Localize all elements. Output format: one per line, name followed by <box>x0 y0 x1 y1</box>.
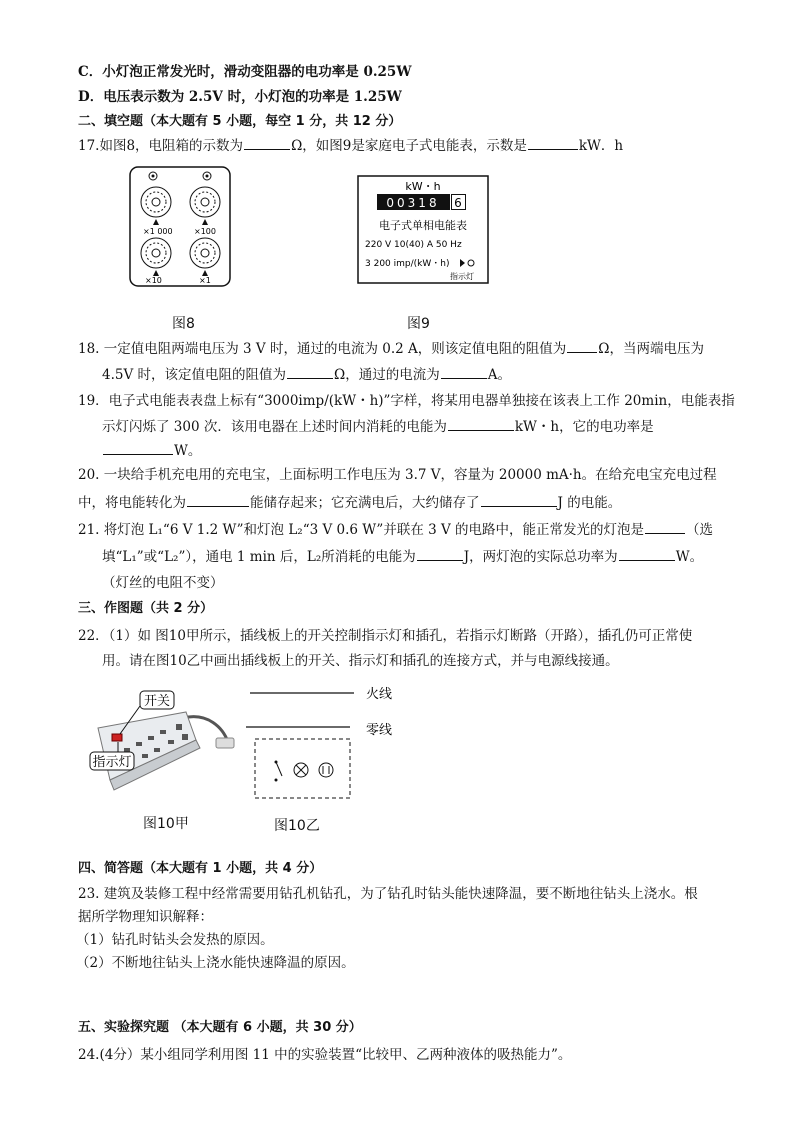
question-23-line-1: 23. 建筑及装修工程中经常需要用钻孔机钻孔，为了钻孔时钻头能快速降温，要不断地往钻头上浇水。根 <box>78 886 698 902</box>
q18-blank-3[interactable] <box>441 365 487 379</box>
q21-text-b: （选 <box>686 522 714 538</box>
question-20-line-1: 20. 一块给手机充电用的充电宝，上面标明工作电压为 3.7 V，容量为 20000 mA·h。在给充电宝充电过程 <box>78 467 717 483</box>
figure-10b-caption: 图10乙 <box>274 818 320 834</box>
question-17 <box>78 136 623 155</box>
question-21-line-1 <box>78 520 713 539</box>
dial-label-10: ×10 <box>145 276 162 285</box>
strip-switch[interactable] <box>112 734 122 741</box>
question-21-line-3: （灯丝的电阻不变） <box>102 575 224 591</box>
section-drawing-heading: 三、作图题（共 2 分） <box>78 601 214 616</box>
live-wire-label: 火线 <box>366 687 393 702</box>
q20-text-b: 中，将电能转化为 <box>78 495 186 511</box>
question-19-line-1: 19．电子式电能表表盘上标有“3000imp/(kW・h)”字样，将某用电器单独接在该表上工作 20min，电能表指 <box>78 393 735 409</box>
switch-symbol <box>275 761 283 782</box>
q17-text-b: Ω，如图9是家庭电子式电能表，示数是 <box>291 138 527 154</box>
q20-blank-1[interactable] <box>187 493 249 507</box>
q19-blank-2[interactable] <box>103 441 173 455</box>
meter-rating: 220 V 10(40) A 50 Hz <box>365 240 462 250</box>
figure-10a-power-strip <box>88 688 238 808</box>
q21-text-a: 21. 将灯泡 L₁“6 V 1.2 W”和灯泡 L₂“3 V 0.6 W”并联在 3 V 的电路中，能正常发光的灯泡是 <box>78 522 645 538</box>
figure-10a-caption: 图10甲 <box>143 816 189 832</box>
question-21-line-2 <box>102 547 703 566</box>
dial-label-1000: ×1 000 <box>143 227 173 236</box>
q17-text-a: 17.如图8，电阻箱的示数为 <box>78 138 244 154</box>
q21-blank-2[interactable] <box>417 547 463 561</box>
socket-symbol <box>319 763 333 777</box>
dial-label-100: ×100 <box>194 227 216 236</box>
q21-text-e: W。 <box>675 549 704 565</box>
meter-unit: kW・h <box>405 180 441 193</box>
figure-9-caption: 图9 <box>407 316 430 332</box>
meter-constant: 3 200 imp/(kW・h) <box>365 259 450 269</box>
question-18-line-1 <box>78 339 704 358</box>
q21-blank-1[interactable] <box>645 520 685 534</box>
question-18-line-2 <box>102 365 511 384</box>
q18-text-e: A。 <box>487 367 511 383</box>
q18-blank-2[interactable] <box>287 365 333 379</box>
q18-text-d: Ω，通过的电流为 <box>334 367 440 383</box>
question-23-part-1: （1）钻孔时钻头会发热的原因。 <box>76 932 274 948</box>
q19-blank-1[interactable] <box>448 417 514 431</box>
figure-8-caption: 图8 <box>172 316 195 332</box>
meter-name: 电子式单相电能表 <box>379 219 467 232</box>
figure-9-energy-meter <box>357 175 489 285</box>
q17-blank-2[interactable] <box>528 136 578 150</box>
q19-text-d: W。 <box>174 443 202 459</box>
q17-text-c: kW．h <box>578 138 624 154</box>
q18-text-a: 18. 一定值电阻两端电压为 3 V 时，通过的电流为 0.2 A，则该定值电阻的阻值为 <box>78 341 567 357</box>
meter-last-digit: 6 <box>454 196 462 210</box>
switch-label: 开关 <box>143 694 171 709</box>
option-d: D．电压表示数为 2.5V 时，小灯泡的功率是 1.25W <box>78 89 402 105</box>
meter-indicator-label: 指示灯 <box>450 272 474 281</box>
figure-10b-wiring-diagram <box>244 680 404 805</box>
neutral-wire-label: 零线 <box>366 723 393 738</box>
question-23-line-2: 据所学物理知识解释： <box>78 909 213 925</box>
question-22-line-1: 22．（1）如 图10甲所示，插线板上的开关控制指示灯和插孔，若指示灯断路（开路），插孔仍可正常使 <box>78 628 693 644</box>
question-19-line-3 <box>102 441 201 460</box>
q20-blank-2[interactable] <box>481 493 557 507</box>
q20-text-c: 能储存起来；它充满电后，大约储存了 <box>250 495 480 511</box>
q21-blank-3[interactable] <box>619 547 675 561</box>
meter-digits: 00318 <box>386 196 440 210</box>
q21-text-d: J，两灯泡的实际总功率为 <box>463 549 618 565</box>
section-experiment-heading: 五、实验探究题 （本大题有 6 小题，共 30 分） <box>78 1020 362 1035</box>
q21-text-c: 填“L₁”或“L₂”），通电 1 min 后，L₂所消耗的电能为 <box>102 549 416 565</box>
section-short-answer-heading: 四、简答题（本大题有 1 小题，共 4 分） <box>78 861 323 876</box>
question-23-part-2: （2）不断地往钻头上浇水能快速降温的原因。 <box>76 955 355 971</box>
q18-blank-1[interactable] <box>567 339 597 353</box>
q19-text-c: kW・h，它的电功率是 <box>514 419 654 435</box>
figure-8-resistance-box <box>129 166 231 287</box>
section-fill-blank-heading: 二、填空题（本大题有 5 小题，每空 1 分，共 12 分） <box>78 114 402 129</box>
q19-text-b: 示灯闪烁了 300 次．该用电器在上述时间内消耗的电能为 <box>102 419 447 435</box>
option-c: C．小灯泡正常发光时，滑动变阻器的电功率是 0.25W <box>78 64 412 80</box>
q18-text-c: 4.5V 时，该定值电阻的阻值为 <box>102 367 287 383</box>
q20-text-d: J 的电能。 <box>557 495 622 511</box>
question-24: 24.(4分）某小组同学利用图 11 中的实验装置“比较甲、乙两种液体的吸热能力”。 <box>78 1047 572 1063</box>
q17-blank-1[interactable] <box>244 136 290 150</box>
question-22-line-2: 用。请在图10乙中画出插线板上的开关、指示灯和插孔的连接方式，并与电源线接通。 <box>102 653 619 669</box>
indicator-label: 指示灯 <box>92 755 132 770</box>
question-20-line-2 <box>78 493 621 512</box>
dial-label-1: ×1 <box>199 276 211 285</box>
lamp-symbol <box>294 763 308 777</box>
q18-text-b: Ω，当两端电压为 <box>598 341 704 357</box>
question-19-line-2 <box>102 417 654 436</box>
